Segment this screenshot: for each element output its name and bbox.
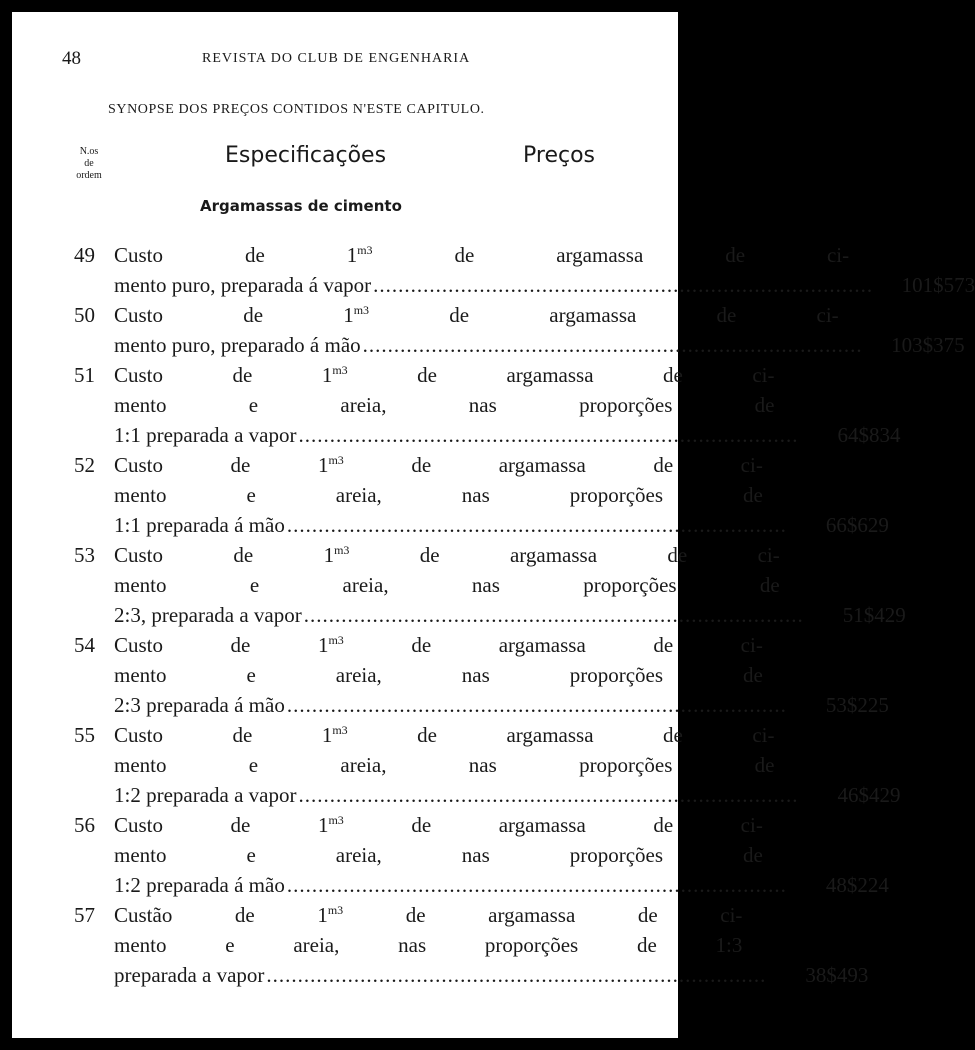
dot-leader: ................................................................................ xyxy=(298,783,799,807)
section-title: Argamassas de cimento xyxy=(200,197,402,215)
price-entry xyxy=(74,900,869,990)
entry-text-line: Custo de $1^{m3}$ de argamassa de ci- xyxy=(114,243,850,267)
price-entry xyxy=(74,540,906,630)
entry-price: 51$429 xyxy=(842,603,906,627)
entry-number: 49 xyxy=(74,243,95,267)
entry-text-line: mento puro, preparado á mão xyxy=(114,333,361,357)
entry-price: 48$224 xyxy=(825,873,889,897)
entry-price: 46$429 xyxy=(837,783,901,807)
entry-text-line: mento e areia, nas proporções de xyxy=(114,753,775,777)
entry-text-line: Custo de $1^{m3}$ de argamassa de ci- xyxy=(114,453,763,477)
price-entry xyxy=(74,810,889,900)
entry-number: 55 xyxy=(74,723,95,747)
synopsis-heading: SYNOPSE DOS PREÇOS CONTIDOS N'ESTE CAPITULO. xyxy=(108,102,485,117)
entry-last-line xyxy=(114,600,906,630)
ordem-label-line: N.os xyxy=(79,146,99,157)
entry-number: 53 xyxy=(74,543,95,567)
entry-description xyxy=(114,810,889,900)
entry-text-line: 1:2 preparada á mão xyxy=(114,873,285,897)
entry-last-line xyxy=(114,780,901,810)
entry-text-line: mento e areia, nas proporções de xyxy=(114,483,763,507)
entry-description xyxy=(114,300,965,360)
dot-leader: ................................................................................ xyxy=(303,603,804,627)
entry-text-line: Custão de $1^{m3}$ de argamassa de ci- xyxy=(114,903,743,927)
entry-text-line: 1:1 preparada á mão xyxy=(114,513,285,537)
entry-price: 64$834 xyxy=(837,423,901,447)
dot-leader: ................................................................................ xyxy=(266,963,767,987)
running-head xyxy=(62,48,622,72)
entry-text-line: 2:3, preparada a vapor xyxy=(114,603,302,627)
entry-description xyxy=(114,900,868,990)
entry-description xyxy=(114,450,889,540)
entry-price: 66$629 xyxy=(825,513,889,537)
entry-last-line xyxy=(114,690,889,720)
entry-description xyxy=(114,360,901,450)
column-header-spec: Especificações xyxy=(225,143,387,168)
entry-description xyxy=(114,720,901,810)
entry-text-line: Custo de $1^{m3}$ de argamassa de ci- xyxy=(114,813,763,837)
dot-leader: ................................................................................ xyxy=(298,423,799,447)
price-entry xyxy=(74,240,975,300)
entry-text-line: 2:3 preparada á mão xyxy=(114,693,285,717)
entry-number: 57 xyxy=(74,903,95,927)
price-entry xyxy=(74,630,889,720)
entry-description xyxy=(114,540,906,630)
price-entry xyxy=(74,360,901,450)
entry-number: 56 xyxy=(74,813,95,837)
price-entry xyxy=(74,300,965,360)
entry-number: 51 xyxy=(74,363,95,387)
entry-text-line: 1:1 preparada a vapor xyxy=(114,423,297,447)
entry-price: 101$573 xyxy=(901,273,975,297)
entry-text-line: Custo de $1^{m3}$ de argamassa de ci- xyxy=(114,633,763,657)
entry-number: 54 xyxy=(74,633,95,657)
entry-last-line xyxy=(114,510,889,540)
price-entries-list xyxy=(74,240,975,990)
entry-text-line: mento e areia, nas proporções de xyxy=(114,843,763,867)
entry-text-line: mento e areia, nas proporções de 1:3 xyxy=(114,933,743,957)
dot-leader: ................................................................................ xyxy=(286,513,787,537)
entry-text-line: mento e areia, nas proporções de xyxy=(114,663,763,687)
entry-text-line: Custo de $1^{m3}$ de argamassa de ci- xyxy=(114,543,780,567)
entry-text-line: Custo de $1^{m3}$ de argamassa de ci- xyxy=(114,303,839,327)
entry-price: 53$225 xyxy=(825,693,889,717)
entry-text-line: mento e areia, nas proporções de xyxy=(114,393,775,417)
entry-last-line xyxy=(114,420,901,450)
dot-leader: ................................................................................ xyxy=(286,693,787,717)
entry-text-line: mento e areia, nas proporções de xyxy=(114,573,780,597)
entry-description xyxy=(114,240,975,300)
ordem-label-line: ordem xyxy=(76,170,102,181)
price-entry xyxy=(74,720,901,810)
column-header-price: Preços xyxy=(523,143,595,168)
entry-last-line xyxy=(114,270,975,300)
entry-last-line xyxy=(114,870,889,900)
entry-last-line xyxy=(114,330,965,360)
entry-text-line: Custo de $1^{m3}$ de argamassa de ci- xyxy=(114,723,775,747)
entry-number: 50 xyxy=(74,303,95,327)
entry-description xyxy=(114,630,889,720)
column-header-ordem xyxy=(66,146,112,182)
entry-price: 38$493 xyxy=(805,963,869,987)
dot-leader: ................................................................................ xyxy=(286,873,787,897)
document-page xyxy=(12,12,975,1038)
journal-title: REVISTA DO CLUB DE ENGENHARIA xyxy=(202,51,471,66)
entry-number: 52 xyxy=(74,453,95,477)
ordem-label-line: de xyxy=(84,158,94,169)
entry-text-line: 1:2 preparada a vapor xyxy=(114,783,297,807)
price-entry xyxy=(74,450,889,540)
entry-text-line: Custo de $1^{m3}$ de argamassa de ci- xyxy=(114,363,775,387)
page-number: 48 xyxy=(62,48,81,69)
entry-text-line: mento puro, preparada á vapor xyxy=(114,273,372,297)
dot-leader: ................................................................................ xyxy=(373,273,874,297)
dot-leader: ................................................................................ xyxy=(362,333,863,357)
entry-last-line xyxy=(114,960,868,990)
entry-price: 103$375 xyxy=(891,333,965,357)
entry-text-line: preparada a vapor xyxy=(114,963,265,987)
